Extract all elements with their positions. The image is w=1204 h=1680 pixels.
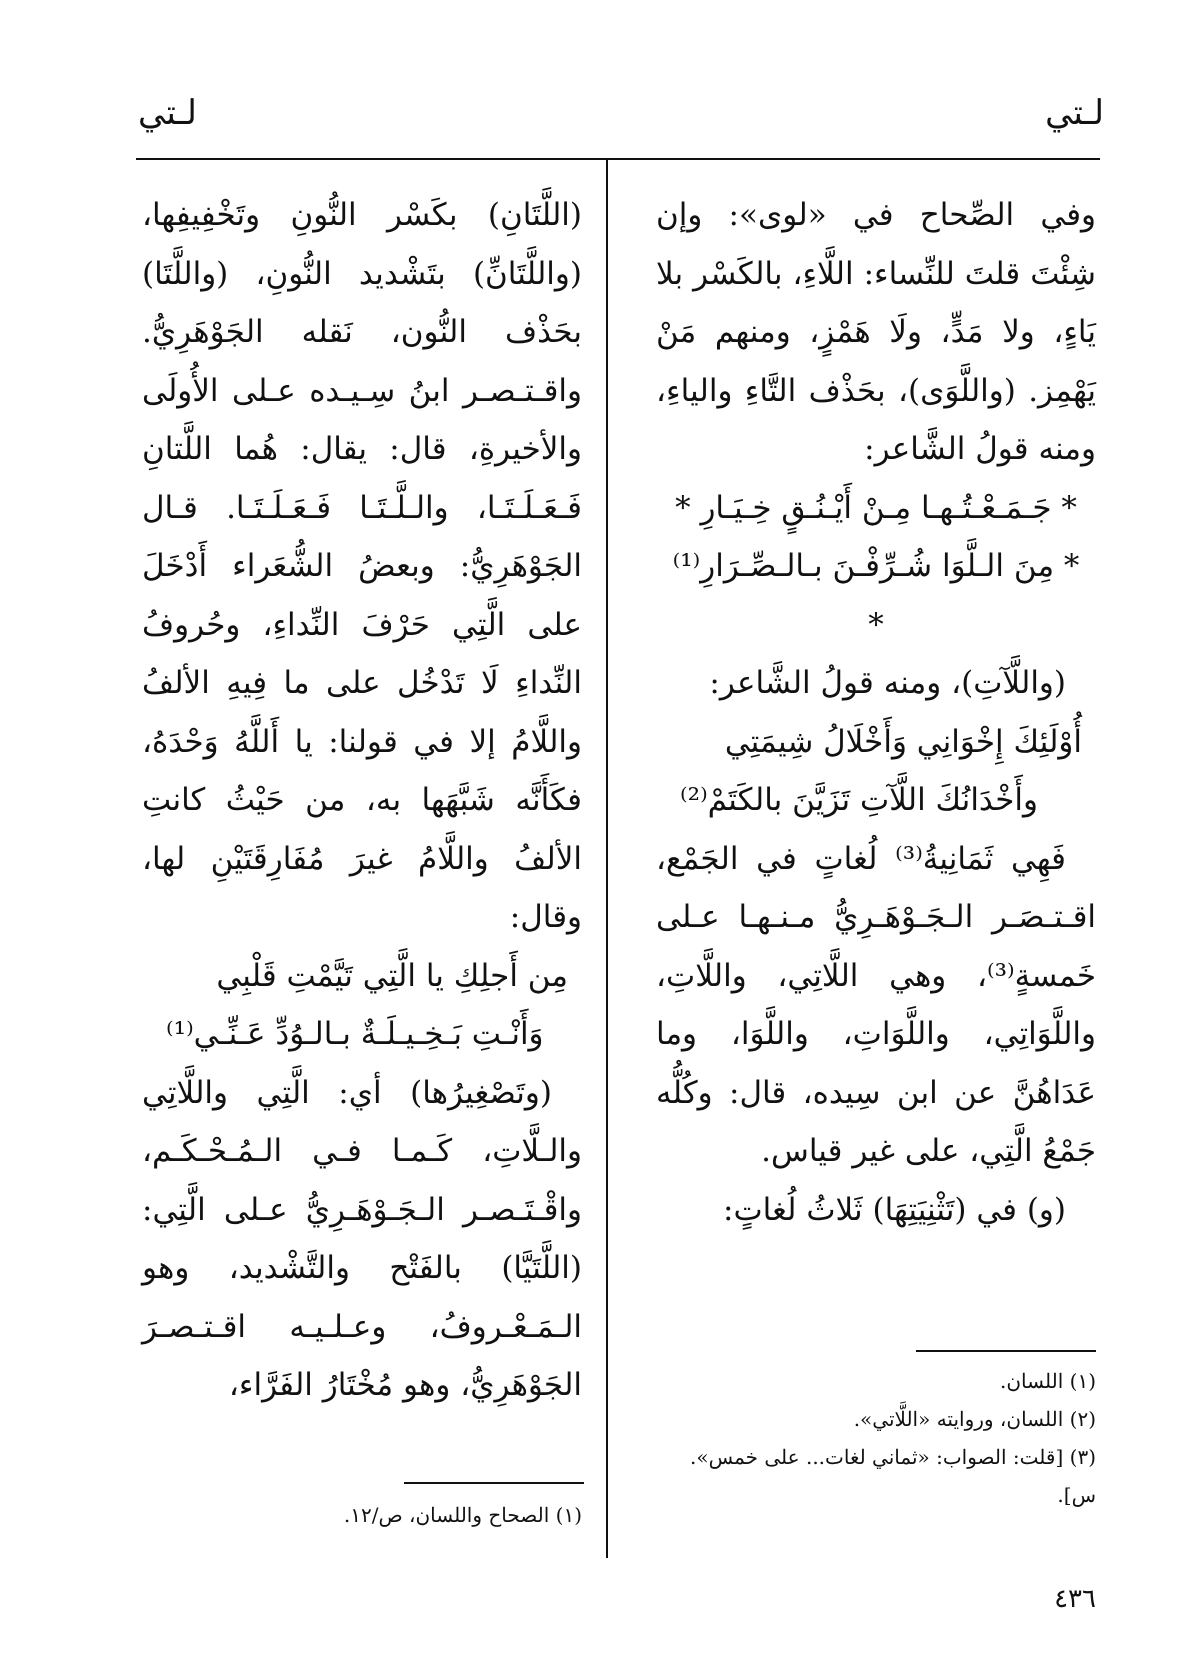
footnote: (١) الصحاح واللسان، ص/١٢.: [343, 1503, 582, 1527]
footnotes-left: [142, 1496, 582, 1534]
paragraph: (اللَّتَانِ) بكَسْر النُّونِ وتَخْفِيفِها، (واللَّتَانِّ) بتَشْديد النُّونِ، (واللَّتَا) بحَذْف النُّون، نَقله الجَوْهَرِيُّ. واقـتـصـر ابنُ سِـيـده عـلى الأُولَى والأخيرةِ، قال: يقال: هُما اللَّتانِ فَـعَـلَـتَـا، والـلَّـتَـا فَـعَـلَـتَـا. قـال الجَوْهَرِيُّ: وبعضُ الشُّعَراء أَدْخَلَ على الَّتِي حَرْفَ النِّداءِ، وحُروفُ النِّداءِ لَا تَدْخُل على ما فِيهِ الألفُ واللَّامُ إلا في قولنا: يا أَللَّهُ وَحْدَهُ، فكَأَنَّه شَبَّهَها به، من حَيْثُ كانتِ الألفُ واللَّامُ غيرَ مُفَارِقَتَيْنِ لها، وقال:: [142, 197, 582, 935]
running-head-left: لـتي: [138, 93, 197, 133]
verse-line: * جَـمَـعْـتُـهـا مِـنْ أَيْـنُـقٍ خِـيَـارِ *: [675, 489, 1077, 526]
paragraph: وفي الصِّحاح في «لوى»: وإن شِئْتَ قلتَ للنِّساء: اللَّاءِ، بالكَسْر بلا يَاءٍ، ولا مَدٍّ، ولَا هَمْزٍ، ومنهم مَنْ يَهْمِز. (واللَّوَى)، بحَذْف التَّاءِ والياءِ، ومنه قولُ الشَّاعر:: [656, 197, 1096, 467]
right-column: [656, 186, 1096, 1239]
paragraph: (و) في (تَثْنِيَتِهَا) ثَلاثُ لُغاتٍ:: [723, 1191, 1066, 1228]
footnote-rule: [404, 1482, 584, 1484]
paragraph: (وتَصْغِيرُها) أي: الَّتِي واللَّاتِي والـلَّاتِ، كَـمـا فـي الـمُـحْـكَـم، واقْـتَـصـر الـجَـوْهَـرِيُّ عـلى الَّتِي: (اللَّتَيَّا) بالفَتْح والتَّشْديد، وهو الـمَـعْـروفُ، وعـلـيـه اقـتـصـرَ الجَوْهَرِيُّ، وهو مُخْتَارُ الفَرَّاء،: [142, 1074, 582, 1403]
left-column: [142, 186, 582, 1415]
footnote: (٣) [قلت: الصواب: «ثماني لغات... على خمس». س].: [690, 1445, 1096, 1507]
verse-line: * مِنَ الـلَّوَا شُـرِّفْـنَ بـالـصِّـرَارِ⁽¹⁾ *: [672, 548, 1080, 643]
footnote: (١) اللسان.: [1000, 1369, 1096, 1393]
paragraph: فَهِي ثَمَانِيةُ⁽³⁾ لُغاتٍ في الجَمْع، اقـتـصَـر الـجَـوْهَـرِيُّ مـنـهـا عـلى خَمسةٍ⁽³⁾، وهي اللَّاتِي، واللَّاتِ، واللَّوَاتِي، واللَّوَاتِ، واللَّوَا، وما عَدَاهُنَّ عن ابن سِيده، قال: وكُلُّه جَمْعُ الَّتِي، على غير قياس.: [656, 840, 1096, 1169]
page-number: ٤٣٦: [1054, 1584, 1096, 1614]
header-rule: [136, 158, 1100, 160]
verse-line: وأَخْدَانُكَ اللَّآتِ تَزَيَّنَ بالكَتَمْ⁽²⁾: [680, 782, 1038, 818]
verse-line: وَأَنْـتِ بَـخِـيـلَـةٌ بـالـوُدِّ عَـنِّـي⁽¹⁾: [166, 1016, 544, 1052]
column-divider: [606, 158, 608, 1558]
paragraph: (واللَّآتِ)، ومنه قولُ الشَّاعر:: [709, 665, 1066, 701]
verse-line: أُوْلَئِكَ إِخْوَانِي وَأَخْلَالُ شِيمَتِي: [724, 723, 1082, 760]
running-head-right: لـتي: [1045, 93, 1104, 133]
verse-line: مِن أَجلِكِ يا الَّتِي تَيَّمْتِ قَلْبِي: [216, 957, 568, 994]
footnote: (٢) اللسان، وروايته «اللَّاتي».: [853, 1407, 1096, 1431]
footnotes-right: [656, 1362, 1096, 1514]
footnote-rule: [916, 1350, 1096, 1352]
